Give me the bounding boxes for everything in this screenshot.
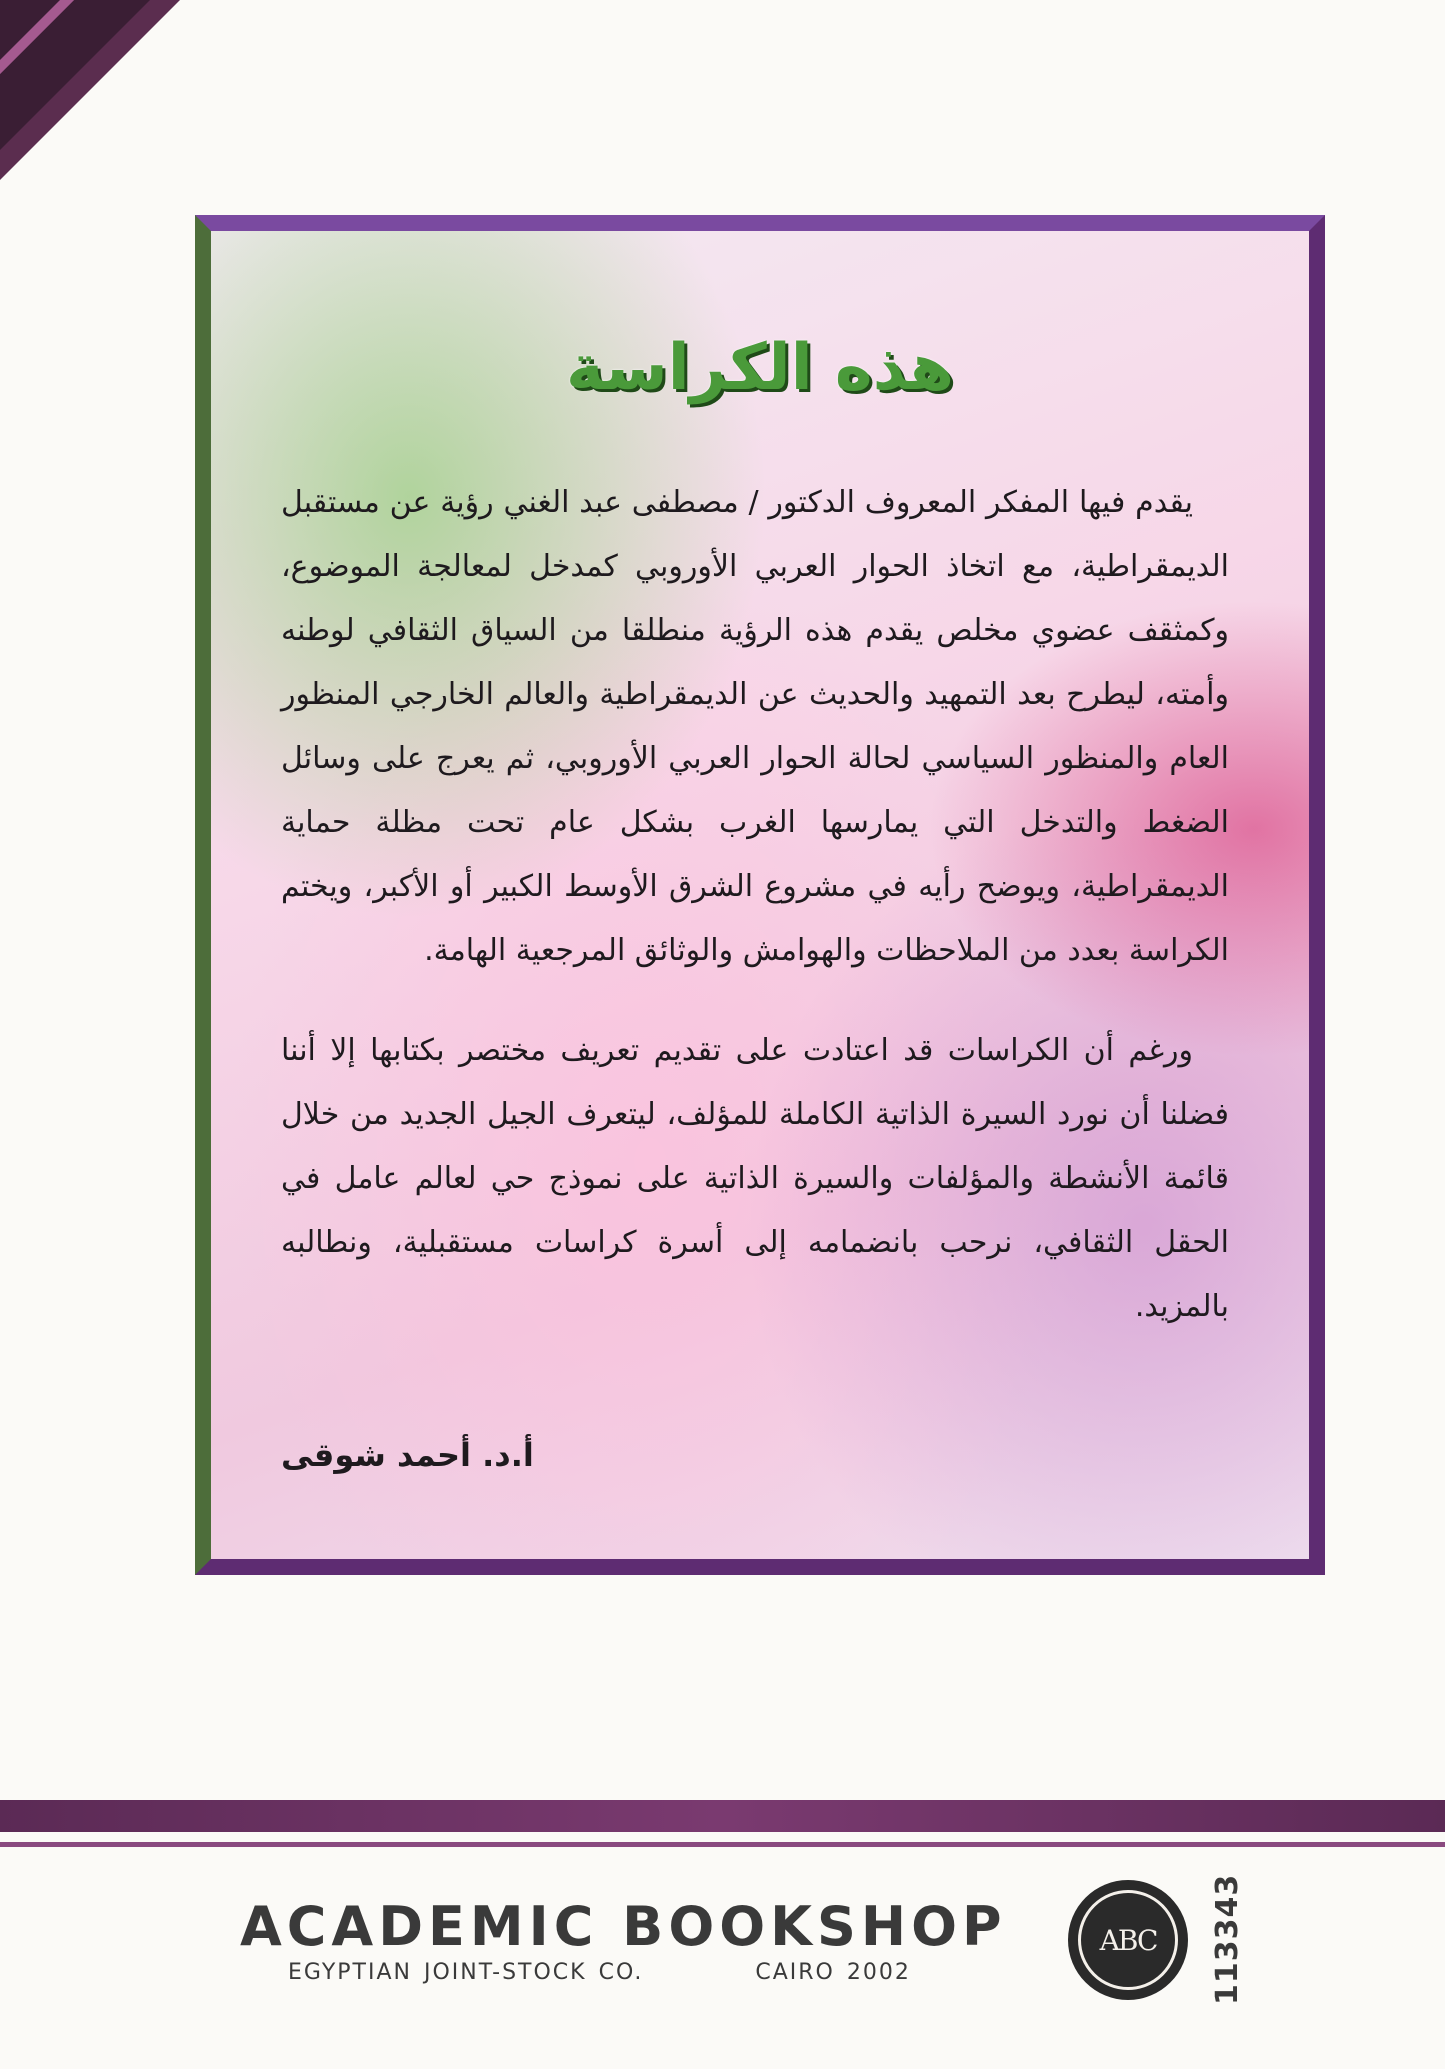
publisher-company: EGYPTIAN JOINT-STOCK CO. <box>288 1960 644 1985</box>
panel-title: هذه الكراسة <box>565 331 955 405</box>
signature: أ.د. أحمد شوقى <box>281 1436 534 1474</box>
body-paragraph-1: يقدم فيها المفكر المعروف الدكتور / مصطفى عبد الغني رؤية عن مستقبل الديمقراطية، مع اتخاذ الحوار العربي الأوروبي كمدخل لمعالجة الموضوع، وكمثقف عضوي مخلص يقدم هذه الرؤية منطلقا من السياق الثقافي لوطنه وأمته، ليطرح بعد التمهيد والحديث عن الديمقراطية والعالم الخارجي المنظور العام والمنظور السياسي لحالة الحوار العربي الأوروبي، ثم يعرج على وسائل الضغط والتدخل التي يمارسها الغرب بشكل عام تحت مظلة حماية الديمقراطية، ويوضح رأيه في مشروع الشرق الأوسط الكبير أو الأكبر، ويختم الكراسة بعدد من الملاحظات والهوامش والوثائق المرجعية الهامة. <box>281 485 1229 968</box>
corner-decoration-inner <box>0 0 150 150</box>
publisher-city-year: CAIRO 2002 <box>755 1960 911 1985</box>
isbn-code: 113343 <box>1210 1873 1245 2005</box>
description-panel <box>195 215 1325 1575</box>
abc-circle-logo-icon <box>1068 1880 1188 2000</box>
bottom-stripe-thin <box>0 1842 1445 1847</box>
bottom-stripe <box>0 1800 1445 1832</box>
publisher-name: ACADEMIC BOOKSHOP <box>240 1895 1007 1958</box>
logo-letters: ABC <box>1078 1890 1178 1990</box>
publisher-block <box>240 1895 1007 1985</box>
body-paragraph-2: ورغم أن الكراسات قد اعتادت على تقديم تعريف مختصر بكتابها إلا أننا فضلنا أن نورد السيرة الذاتية الكاملة للمؤلف، ليتعرف الجيل الجديد من خلال قائمة الأنشطة والمؤلفات والسيرة الذاتية على نموذج حي لعالم عامل في الحقل الثقافي، نرحب بانضمامه إلى أسرة كراسات مستقبلية، ونطالبه بالمزيد. <box>281 1033 1229 1324</box>
publisher-subtitle <box>240 1960 1000 1985</box>
panel-body <box>281 471 1229 1375</box>
